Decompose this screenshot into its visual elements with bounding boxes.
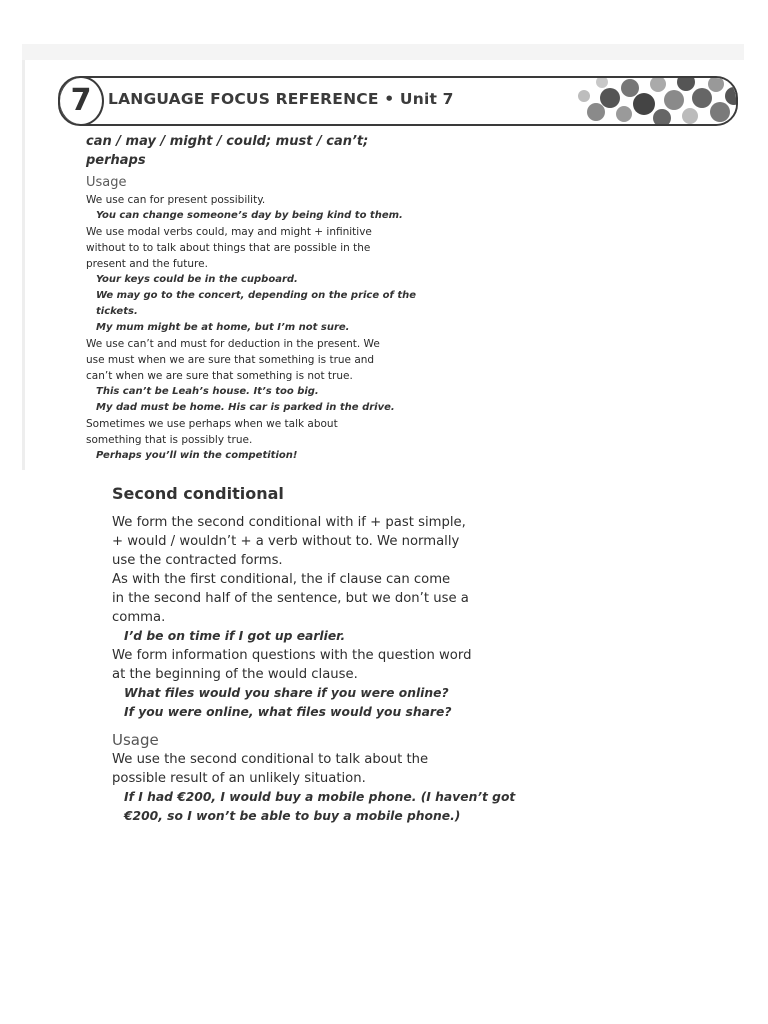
puzzle-pattern-icon xyxy=(566,78,736,124)
text-line: use the contracted forms. xyxy=(112,553,283,568)
example-line: €200, so I won’t be able to buy a mobile phone.) xyxy=(124,809,461,823)
text-line: We use can’t and must for deduction in the present. We xyxy=(86,338,380,350)
text-line: in the second half of the sentence, but we don’t use a xyxy=(112,591,469,606)
text-line: present and the future. xyxy=(86,258,208,270)
text-line: Sometimes we use perhaps when we talk about xyxy=(86,418,338,430)
modals-usage-label: Usage xyxy=(86,175,127,190)
example-line: If I had €200, I would buy a mobile phone. (I haven’t got xyxy=(124,790,516,804)
text-line: We form the second conditional with if + past simple, xyxy=(112,515,466,530)
text-line: at the beginning of the would clause. xyxy=(112,667,358,682)
text-line: can’t when we are sure that something is not true. xyxy=(86,370,353,382)
unit-badge xyxy=(60,78,102,122)
text-line: something that is possibly true. xyxy=(86,434,253,446)
example-line: I’d be on time if I got up earlier. xyxy=(124,629,346,643)
text-line: + would / wouldn’t + a verb without to. We normally xyxy=(112,534,460,549)
text-line: without to to talk about things that are possible in the xyxy=(86,242,371,254)
text-line: use must when we are sure that something is true and xyxy=(86,354,375,366)
page-left-margin xyxy=(22,60,25,470)
example-line: My mum might be at home, but I’m not sure. xyxy=(96,322,350,333)
example-line: This can’t be Leah’s house. It’s too big. xyxy=(96,386,319,397)
text-line: We use can for present possibility. xyxy=(86,194,266,206)
unit-header xyxy=(58,76,738,126)
modals-section xyxy=(86,132,417,464)
example-line: Your keys could be in the cupboard. xyxy=(96,274,298,285)
header-title: LANGUAGE FOCUS REFERENCE • Unit 7 xyxy=(108,90,454,108)
text-line: As with the first conditional, the if clause can come xyxy=(112,572,451,587)
example-line: If you were online, what files would you share? xyxy=(124,705,452,719)
example-line: Perhaps you’ll win the competition! xyxy=(96,450,298,461)
text-line: We use modal verbs could, may and might + infinitive xyxy=(86,226,372,238)
unit-number: 7 xyxy=(70,82,92,118)
example-line: What files would you share if you were online? xyxy=(124,686,449,700)
page-top-band xyxy=(22,44,744,60)
text-line: We use the second conditional to talk about the xyxy=(112,752,429,767)
example-line: We may go to the concert, depending on the price of the xyxy=(96,290,417,301)
unit-badge-ring xyxy=(58,76,104,126)
modals-heading-line1: can / may / might / could; must / can’t; xyxy=(86,134,369,149)
text-line: We form information questions with the question word xyxy=(112,648,472,663)
example-line: You can change someone’s day by being kind to them. xyxy=(96,210,403,221)
example-line: tickets. xyxy=(96,306,138,317)
text-line: possible result of an unlikely situation. xyxy=(112,771,366,786)
second-conditional-usage-label: Usage xyxy=(112,731,159,749)
modals-heading-line2: perhaps xyxy=(86,153,146,168)
second-conditional-title: Second conditional xyxy=(112,484,284,503)
second-conditional-section xyxy=(112,484,516,826)
text-line: comma. xyxy=(112,610,166,625)
example-line: My dad must be home. His car is parked in the drive. xyxy=(96,402,395,413)
